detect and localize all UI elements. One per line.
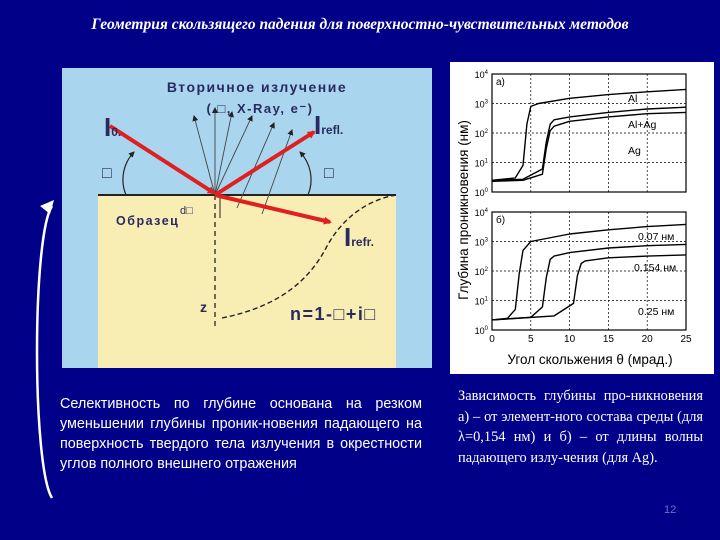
- reflected-intensity-label: Irefl.: [314, 110, 344, 140]
- z-axis-label: z: [200, 299, 207, 315]
- y-tick-label: $10^4$: [474, 208, 488, 218]
- x-tick-label: 10: [564, 334, 576, 345]
- x-tick-label: 15: [602, 334, 614, 345]
- secondary-emission-types: ( □, X-Ray, e⁻): [206, 101, 314, 116]
- panel-label: б): [496, 215, 506, 226]
- y-tick-label: $10^0$: [474, 188, 488, 198]
- y-tick-label: $10^1$: [474, 158, 488, 169]
- series-label: Al: [628, 93, 638, 105]
- x-tick-label: 5: [528, 334, 534, 345]
- x-tick-label: 0: [489, 334, 495, 345]
- y-tick-label: $10^3$: [474, 99, 488, 110]
- depth-label: d□: [180, 205, 193, 217]
- refracted-intensity-label: Irefr.: [344, 222, 374, 252]
- grazing-incidence-diagram: [62, 68, 432, 368]
- y-axis-label: Глубина проникновения (нм): [456, 120, 471, 300]
- series-label: 0.154 нм: [634, 262, 677, 274]
- y-tick-label: $10^2$: [474, 267, 488, 277]
- x-tick-label: 25: [680, 334, 692, 345]
- incidence-angle-symbol: □: [102, 165, 112, 182]
- left-caption: Селективность по глубине основана на резком уменьшении глубины проник-новения падающего на поверхность твердого тела излучения в окрестности углов полного внешнего отражения: [60, 396, 422, 472]
- right-caption: Зависимость глубины про-никновения а) – от элемент-ного состава среды (для λ=0,154 нм) и б) – от длины волны падающего излу-чения (для Ag).: [458, 388, 703, 466]
- y-tick-label: $10^4$: [474, 70, 488, 80]
- series-label: 0.07 нм: [638, 231, 675, 243]
- penetration-depth-chart: [450, 62, 714, 374]
- y-tick-label: $10^0$: [474, 326, 488, 336]
- y-tick-label: $10^1$: [474, 296, 488, 307]
- page-number: 12: [664, 504, 677, 516]
- incident-intensity-label: I0.: [104, 112, 122, 142]
- x-axis-label: Угол скольжения θ (мрад.): [507, 352, 673, 367]
- y-tick-label: $10^2$: [474, 129, 488, 139]
- page-title: Геометрия скользящего падения для поверхностно-чувствительных методов: [91, 16, 629, 33]
- series-label: Ag: [628, 145, 641, 157]
- refractive-index-formula: n=1-□+i□: [290, 304, 377, 324]
- reflection-angle-symbol: □: [324, 165, 334, 182]
- sample-label: Образец: [116, 214, 180, 228]
- y-tick-label: $10^3$: [474, 237, 488, 248]
- series-label: Al+Ag: [628, 119, 657, 131]
- x-tick-label: 20: [641, 334, 653, 345]
- series-label: 0.25 нм: [638, 306, 675, 318]
- secondary-emission-label: Вторичное излучение: [166, 79, 348, 95]
- panel-label: а): [496, 77, 505, 88]
